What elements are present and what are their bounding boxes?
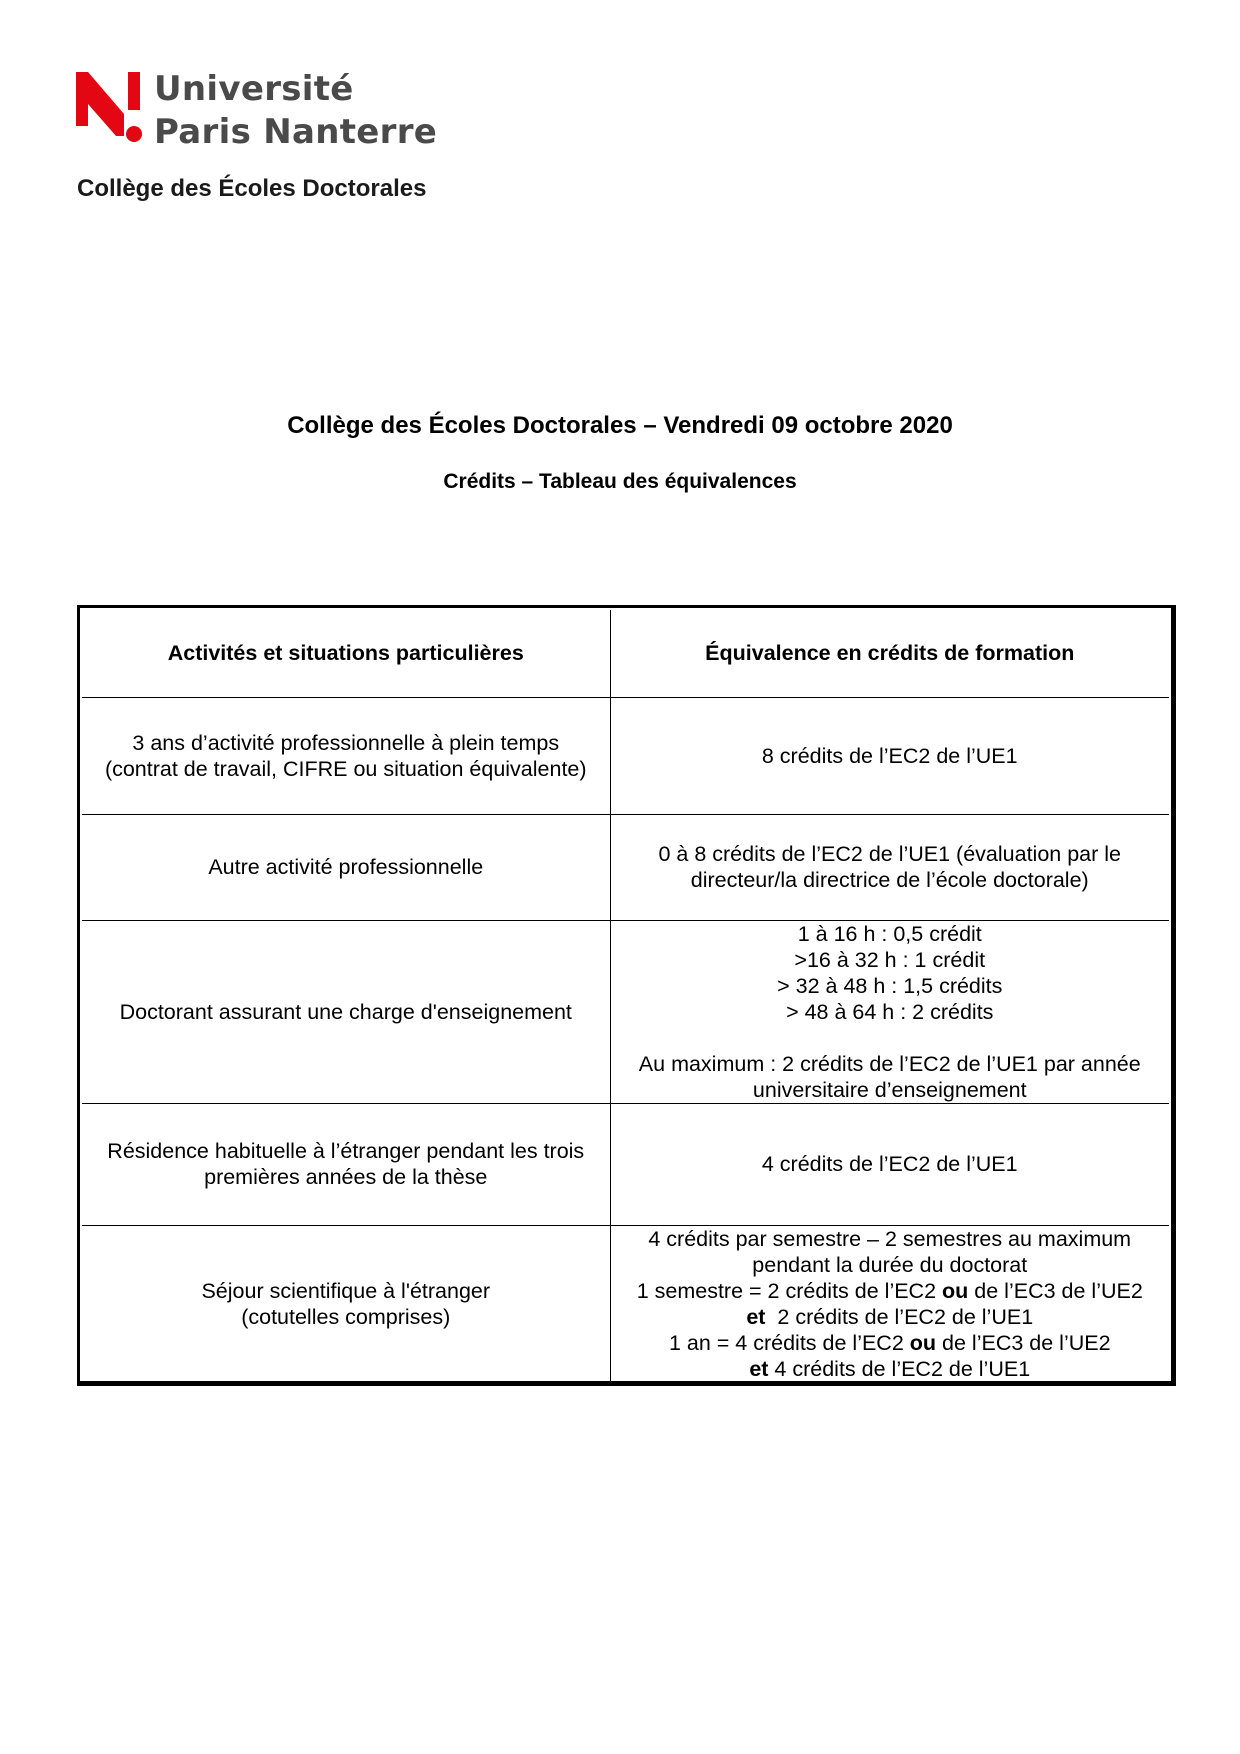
equivalence-cell bbox=[610, 697, 1169, 814]
cell-line: (cotutelles comprises) bbox=[241, 1304, 451, 1329]
table-row bbox=[82, 1103, 1169, 1225]
cell-line: Au maximum : 2 crédits de l’EC2 de l’UE1 par année bbox=[638, 1051, 1141, 1076]
table-row bbox=[82, 814, 1169, 920]
cell-line: pendant la durée du doctorat bbox=[752, 1252, 1028, 1277]
cell-line bbox=[621, 1330, 1160, 1356]
cell-line: > 48 à 64 h : 2 crédits bbox=[786, 999, 994, 1024]
cell-line: Séjour scientifique à l'étranger bbox=[201, 1278, 491, 1303]
cell-line bbox=[621, 1356, 1160, 1382]
text-run: 2 crédits de l’EC2 de l’UE1 bbox=[765, 1304, 1034, 1329]
cell-line: directeur/la directrice de l’école doctorale) bbox=[690, 868, 1089, 892]
cell-line: 8 crédits de l’EC2 de l’UE1 bbox=[761, 743, 1018, 768]
text-run: de l’EC3 de l’UE2 bbox=[968, 1278, 1143, 1303]
bold-ou: ou bbox=[942, 1278, 969, 1303]
table-row bbox=[82, 920, 1169, 1103]
header-activities: Activités et situations particulières bbox=[82, 610, 610, 697]
equivalence-table bbox=[82, 610, 1169, 1382]
cell-line bbox=[621, 1304, 1160, 1330]
activity-cell bbox=[82, 1225, 610, 1382]
table-row bbox=[82, 697, 1169, 814]
bold-et: et bbox=[749, 1356, 769, 1381]
cell-line: Doctorant assurant une charge d'enseignement bbox=[119, 999, 572, 1024]
text-run: de l’EC3 de l’UE2 bbox=[936, 1330, 1111, 1355]
equivalence-cell bbox=[610, 814, 1169, 920]
cell-line: 1 à 16 h : 0,5 crédit bbox=[797, 921, 982, 946]
cell-line: universitaire d’enseignement bbox=[752, 1077, 1027, 1102]
cell-line: > 32 à 48 h : 1,5 crédits bbox=[777, 973, 1003, 998]
cell-line: 0 à 8 crédits de l’EC2 de l’UE1 (évaluation par le bbox=[658, 842, 1121, 866]
cell-line bbox=[621, 1278, 1160, 1304]
nanterre-logo-mark-icon bbox=[76, 70, 142, 144]
cell-line: >16 à 32 h : 1 crédit bbox=[794, 947, 986, 972]
equivalence-table-frame bbox=[77, 605, 1176, 1386]
cell-line: premières années de la thèse bbox=[204, 1165, 488, 1189]
activity-cell bbox=[82, 920, 610, 1103]
header-college-label: Collège des Écoles Doctorales bbox=[77, 175, 427, 202]
equivalence-cell bbox=[610, 1103, 1169, 1225]
equivalence-cell bbox=[610, 1225, 1169, 1382]
activity-cell bbox=[82, 814, 610, 920]
cell-line: (contrat de travail, CIFRE ou situation équivalente) bbox=[104, 756, 587, 781]
activity-cell bbox=[82, 697, 610, 814]
activity-cell bbox=[82, 1103, 610, 1225]
bold-ou: ou bbox=[909, 1330, 937, 1355]
logo-line-universite: Université bbox=[154, 69, 354, 109]
text-run: 1 semestre = 2 crédits de l’EC2 bbox=[636, 1278, 943, 1303]
cell-line: 4 crédits de l’EC2 de l’UE1 bbox=[761, 1152, 1018, 1176]
table-row bbox=[82, 1225, 1169, 1382]
logo-text bbox=[154, 68, 437, 154]
cell-spacer bbox=[621, 1025, 1160, 1051]
equivalence-cell bbox=[610, 920, 1169, 1103]
cell-line: Autre activité professionnelle bbox=[208, 855, 484, 879]
cell-line: Résidence habituelle à l’étranger pendant les trois bbox=[107, 1139, 585, 1163]
document-title: Collège des Écoles Doctorales – Vendredi 09 octobre 2020 bbox=[287, 412, 953, 439]
logo-line-paris-nanterre: Paris Nanterre bbox=[154, 112, 438, 152]
document-subtitle: Crédits – Tableau des équivalences bbox=[443, 470, 797, 493]
bold-et: et bbox=[746, 1304, 766, 1329]
header-equivalence: Équivalence en crédits de formation bbox=[610, 610, 1169, 697]
table-header-row bbox=[82, 610, 1169, 697]
cell-line: 4 crédits par semestre – 2 semestres au maximum bbox=[648, 1226, 1132, 1251]
text-run: 4 crédits de l’EC2 de l’UE1 bbox=[768, 1356, 1031, 1381]
text-run: 1 an = 4 crédits de l’EC2 bbox=[668, 1330, 910, 1355]
cell-line: 3 ans d’activité professionnelle à plein temps bbox=[132, 730, 560, 755]
university-logo bbox=[76, 70, 437, 154]
